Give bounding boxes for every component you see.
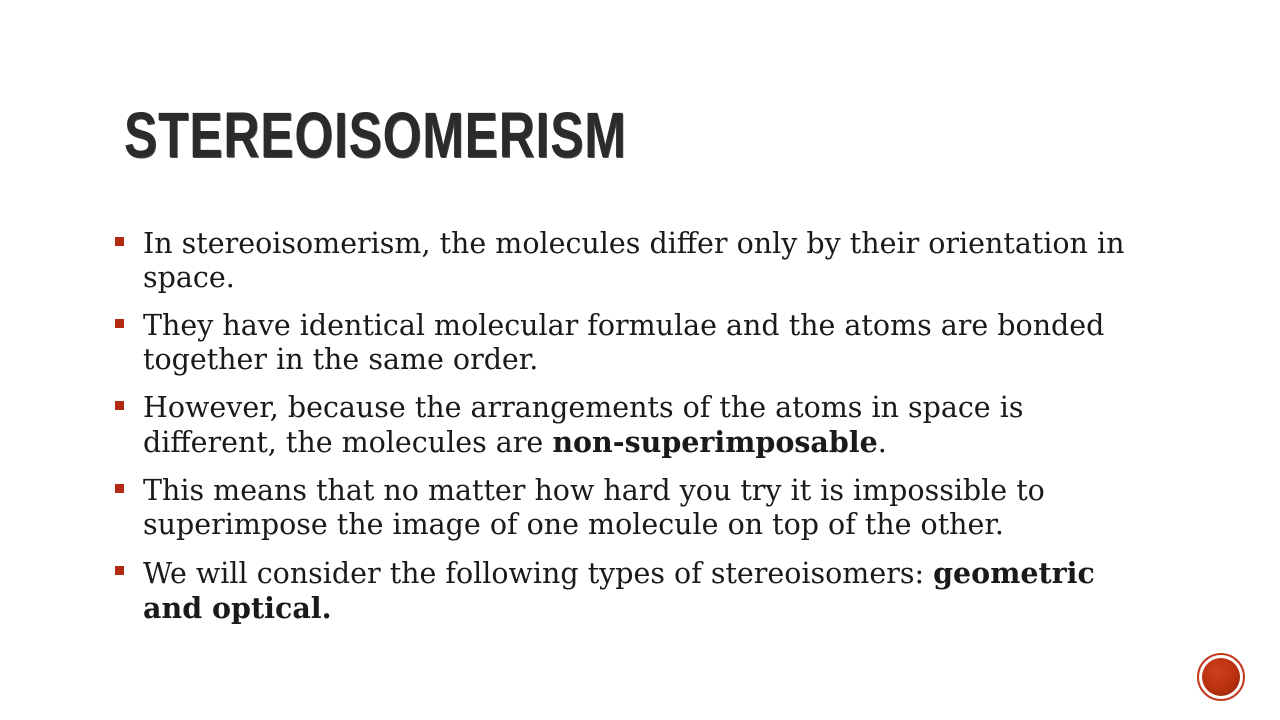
bullet-list (112, 227, 1152, 640)
bullet-text: We will consider the following types of stereoisomers: (143, 557, 934, 590)
slide-title: STEREOISOMERISM (124, 99, 627, 171)
bullet-text: In stereoisomerism, the molecules differ only by their orientation in space. (143, 227, 1125, 294)
bullet-bold-term: non-superimposable (552, 425, 878, 459)
slide-nav-button[interactable] (1197, 653, 1245, 701)
bullet-item (112, 391, 1152, 460)
square-bullet-icon (115, 401, 124, 410)
circle-button-icon (1202, 658, 1240, 696)
bullet-item (112, 556, 1152, 626)
bullet-bold-term: geometric and optical. (143, 556, 1095, 625)
slide-edge (0, 0, 18, 720)
square-bullet-icon (115, 484, 124, 493)
square-bullet-icon (115, 566, 124, 575)
bullet-item (112, 227, 1152, 295)
square-bullet-icon (115, 237, 124, 246)
bullet-text: . (877, 426, 887, 459)
square-bullet-icon (115, 319, 124, 328)
bullet-item (112, 474, 1152, 542)
bullet-text: This means that no matter how hard you try it is impossible to superimpose the image of one molecule on top of the other. (143, 474, 1045, 541)
bullet-item (112, 309, 1152, 377)
bullet-text: However, because the arrangements of the atoms in space is different, the molecules are (143, 391, 1024, 459)
bullet-text: They have identical molecular formulae and the atoms are bonded together in the same order. (143, 309, 1105, 376)
